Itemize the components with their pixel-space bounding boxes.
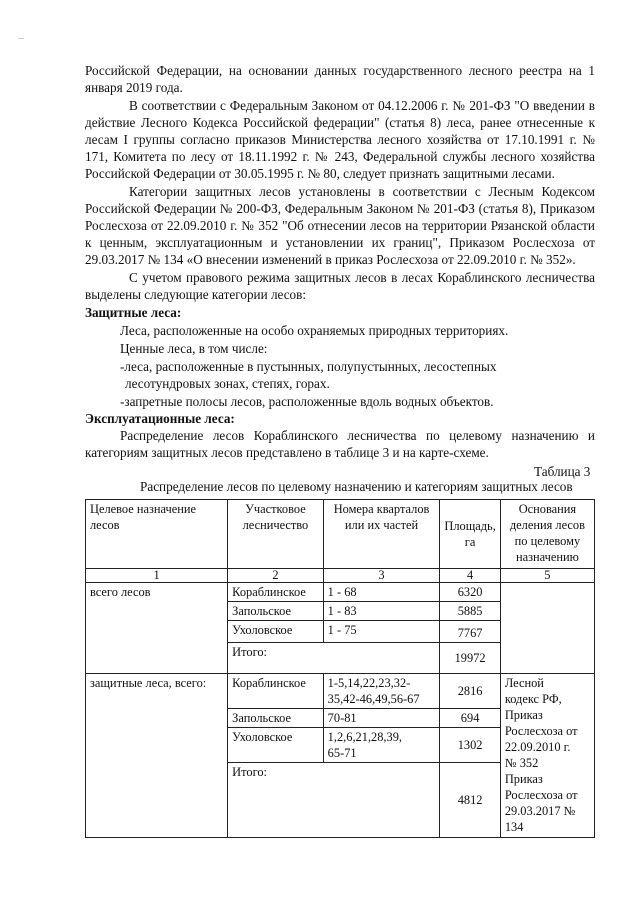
district-cell: Запольское	[228, 709, 324, 728]
basis-line: 29.03.2017 №	[504, 804, 576, 818]
paragraph-line: к ценным, эксплуатационным и установлении их границ", Приказом Рослесхоза от	[85, 235, 595, 250]
header-line: Номера кварталов	[333, 502, 430, 516]
area-cell: 6320	[440, 583, 500, 602]
quarters-cell	[323, 709, 440, 728]
basis-line: 134	[504, 820, 524, 834]
header-area	[440, 500, 500, 569]
header-basis	[500, 500, 594, 569]
header-district	[228, 500, 324, 569]
paragraph-line: Российской Федерации от 30.05.1995 г. № 80, следует признать защитными лесами.	[85, 166, 555, 181]
quarters-cell	[323, 728, 440, 763]
header-line: га	[464, 535, 476, 549]
list-item: Ценные леса, в том числе:	[120, 341, 268, 356]
header-line: лесничество	[242, 518, 309, 532]
table-header-row	[86, 500, 595, 569]
paragraph-line: лесам I группы согласно приказов Министерства лесного хозяйства от 17.10.1991 г. №	[85, 132, 595, 147]
paragraph-line: Распределение лесов Кораблинского лесничества по целевому назначению и	[120, 428, 595, 443]
area-cell: 7767	[440, 621, 500, 643]
quarters-cell: 1 - 75	[323, 621, 440, 643]
paragraph-line: категориям защитных лесов представлено в таблице 3 и на карте-схеме.	[85, 445, 489, 460]
paragraph-line: С учетом правового режима защитных лесов в лесах Кораблинского лесничества	[129, 270, 595, 285]
paragraph-line: января 2019 года.	[85, 80, 183, 95]
basis-line: Приказ	[504, 772, 543, 786]
paragraph-line: В соответствии с Федеральным Законом от 04.12.2006 г. № 201-ФЗ "О введении в	[129, 98, 595, 113]
header-line: Площадь,	[444, 519, 496, 533]
quarters-line: 65-71	[327, 746, 357, 760]
area-cell: 4812	[440, 763, 500, 838]
basis-line: кодекс РФ,	[504, 692, 562, 706]
quarters-cell: 1 - 68	[323, 583, 440, 602]
header-line: назначению	[515, 550, 579, 564]
header-purpose	[86, 500, 228, 569]
group-label: защитные леса, всего:	[86, 674, 228, 838]
header-line: деления лесов	[509, 518, 585, 532]
quarters-line: 70-81	[327, 711, 357, 725]
group-label: всего лесов	[86, 583, 228, 674]
list-item: -запретные полосы лесов, расположенные вдоль водных объектов.	[120, 394, 494, 409]
quarters-cell	[323, 674, 440, 709]
header-line: Целевое назначение	[90, 502, 196, 516]
paragraph-line: выделены следующие категории лесов:	[85, 287, 307, 302]
protective-forests-heading: Защитные леса:	[85, 305, 182, 320]
column-number: 2	[228, 569, 324, 583]
basis-cell	[500, 583, 594, 674]
paragraph-line: Рослесхоза от 22.09.2010 г. № 352 "Об отнесении лесов на территории Рязанской области	[85, 218, 595, 233]
area-cell: 5885	[440, 602, 500, 621]
table-row	[86, 674, 595, 709]
basis-line: Приказ	[504, 708, 543, 722]
basis-line: № 352	[504, 756, 539, 770]
column-number-row	[86, 569, 595, 583]
header-line: по целевому	[514, 534, 581, 548]
basis-line: Рослесхоза от	[504, 724, 578, 738]
column-number: 4	[440, 569, 500, 583]
district-cell: Кораблинское	[228, 583, 324, 602]
paragraph-line: действие Лесного Кодекса Российской федерации" (статья 8) леса, ранее отнесенные к	[85, 115, 595, 130]
column-number: 5	[500, 569, 594, 583]
quarters-line: 1-5,14,22,23,32-	[327, 676, 411, 690]
total-label-cell: Итого:	[228, 643, 440, 674]
header-line: или их частей	[344, 518, 419, 532]
district-cell: Запольское	[228, 602, 324, 621]
table-number: Таблица 3	[534, 464, 591, 479]
paragraph-line: Российской Федерации, на основании данных государственного лесного реестра на 1	[85, 63, 595, 78]
header-line: Основания	[518, 502, 577, 516]
paragraph-line: Категории защитных лесов установлены в соответствии с Лесным Кодексом	[129, 184, 595, 199]
paragraph-line: Российской Федерации № 200-ФЗ, Федеральным Законом № 201-ФЗ (статья 8), Приказом	[85, 201, 595, 216]
quarters-cell: 1 - 83	[323, 602, 440, 621]
list-item: Леса, расположенные на особо охраняемых природных территориях.	[120, 323, 509, 338]
header-quarters	[323, 500, 440, 569]
header-line: лесов	[90, 518, 120, 532]
quarters-line: 1,2,6,21,28,39,	[327, 730, 403, 744]
paragraph-line: 29.03.2017 № 134 «О внесении изменений в приказ Рослесхоза от 22.09.2010 г. № 352».	[85, 252, 576, 267]
header-line: Участковое	[245, 502, 306, 516]
total-label-cell: Итого:	[228, 763, 440, 838]
paragraph-line: 171, Комитета по лесу от 18.11.1992 г. № 243, Федеральной службы лесного хозяйства	[85, 149, 595, 164]
table-row	[86, 583, 595, 602]
list-item: лесотундровых зонах, степях, горах.	[125, 376, 330, 391]
scan-mark	[18, 38, 24, 39]
forest-distribution-table	[85, 499, 595, 838]
quarters-line: 35,42-46,49,56-67	[327, 692, 420, 706]
area-cell: 1302	[440, 728, 500, 763]
basis-line: 22.09.2010 г.	[504, 740, 571, 754]
column-number: 1	[86, 569, 228, 583]
area-cell: 19972	[440, 643, 500, 674]
column-number: 3	[323, 569, 440, 583]
district-cell: Ухоловское	[228, 621, 324, 643]
exploitation-forests-heading: Эксплуатационные леса:	[85, 411, 235, 426]
table-title: Распределение лесов по целевому назначению и категориям защитных лесов	[140, 479, 573, 494]
area-cell: 2816	[440, 674, 500, 709]
basis-cell	[500, 674, 594, 838]
district-cell: Кораблинское	[228, 674, 324, 709]
district-cell: Ухоловское	[228, 728, 324, 763]
list-item: -леса, расположенные в пустынных, полупустынных, лесостепных	[120, 359, 497, 374]
basis-line: Лесной	[504, 676, 544, 690]
area-cell: 694	[440, 709, 500, 728]
basis-line: Рослесхоза от	[504, 788, 578, 802]
